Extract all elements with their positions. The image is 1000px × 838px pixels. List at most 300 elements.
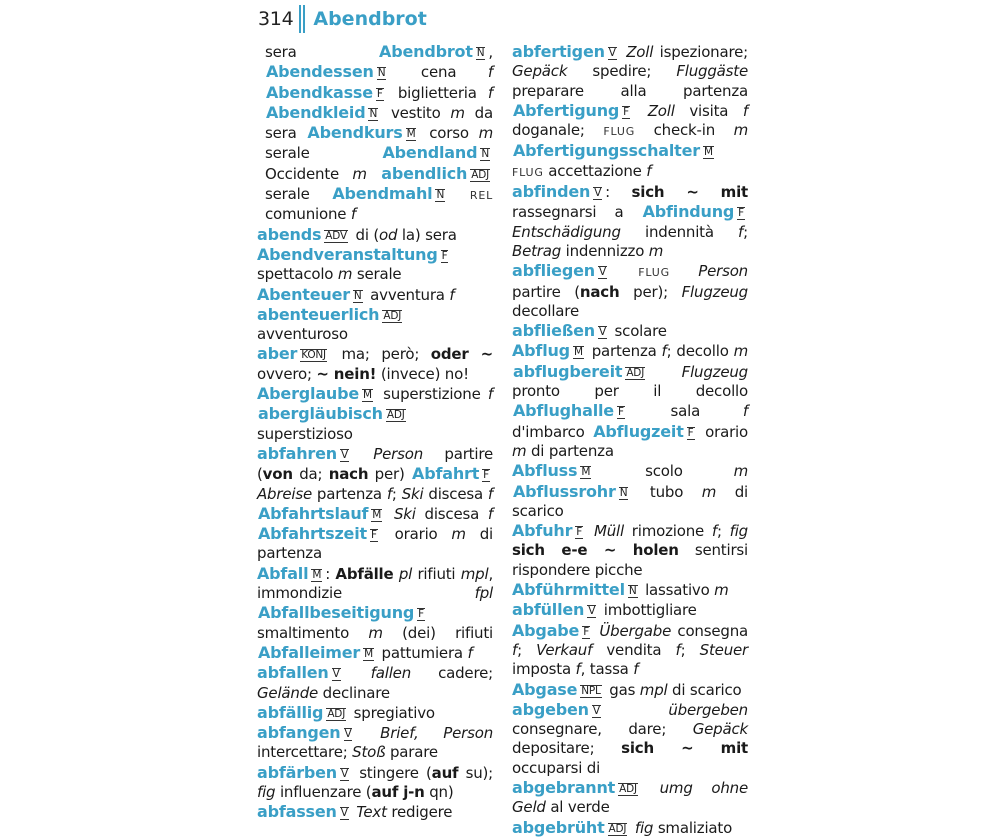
italic-gloss: Verkauf bbox=[536, 640, 593, 659]
dictionary-entry bbox=[512, 700, 748, 778]
italic-gloss: fig bbox=[634, 818, 654, 837]
italic-gloss: mpl bbox=[639, 680, 668, 699]
part-of-speech-label: ADJ bbox=[619, 782, 637, 795]
translation-text bbox=[355, 724, 380, 742]
dictionary-entry bbox=[512, 621, 748, 680]
translation-text: di partenza bbox=[526, 441, 614, 460]
headword: abends bbox=[257, 224, 322, 244]
part-of-speech-label: ADV bbox=[325, 229, 347, 242]
left-column bbox=[257, 42, 493, 823]
italic-gloss: f bbox=[350, 205, 356, 224]
italic-gloss: mpl bbox=[460, 564, 489, 583]
bold-phrase: von bbox=[262, 465, 293, 484]
translation-text: vestito bbox=[381, 103, 451, 122]
bold-phrase: ~ nein! bbox=[316, 364, 377, 383]
sub-headword: Abendkurs bbox=[307, 123, 403, 143]
translation-text: parare bbox=[385, 743, 438, 762]
translation-text: rassegnarsi a bbox=[512, 203, 642, 222]
translation-text: per); bbox=[619, 282, 682, 301]
part-of-speech-label: N bbox=[353, 289, 362, 302]
translation-text: rimozione bbox=[623, 522, 712, 541]
italic-gloss: f bbox=[487, 504, 493, 523]
translation-text: spregiativo bbox=[349, 703, 435, 722]
headword: Abfluss bbox=[512, 461, 578, 481]
dictionary-entry bbox=[257, 42, 493, 225]
translation-text: superstizioso bbox=[257, 424, 353, 443]
translation-text: , tassa bbox=[580, 660, 634, 679]
part-of-speech-label: V bbox=[344, 728, 352, 741]
italic-gloss: Zoll bbox=[647, 101, 675, 120]
translation-text bbox=[670, 262, 698, 280]
headword: abfällig bbox=[257, 702, 324, 722]
translation-text: consegnare, dare; bbox=[512, 720, 693, 739]
translation-text: ; bbox=[716, 522, 730, 541]
italic-gloss: m bbox=[733, 121, 748, 140]
translation-text: ; bbox=[743, 222, 748, 241]
italic-gloss: f bbox=[661, 342, 667, 361]
part-of-speech-label: ADJ bbox=[626, 366, 645, 379]
part-of-speech-label: V bbox=[598, 326, 606, 339]
part-of-speech-label: M bbox=[573, 346, 583, 359]
italic-gloss: übergeben bbox=[668, 700, 748, 719]
part-of-speech-label: N bbox=[619, 486, 628, 499]
part-of-speech-label: M bbox=[364, 647, 373, 660]
translation-text: di partenza bbox=[257, 525, 493, 563]
part-of-speech-label: V bbox=[588, 605, 596, 618]
translation-text: : bbox=[605, 183, 632, 202]
translation-text: orario bbox=[697, 422, 748, 441]
translation-text: scolare bbox=[609, 322, 667, 341]
dictionary-entry bbox=[257, 225, 493, 245]
italic-gloss: f bbox=[386, 484, 392, 503]
sub-headword: Abfalleimer bbox=[258, 642, 361, 662]
translation-text: (invece) no! bbox=[376, 364, 469, 383]
italic-gloss: m bbox=[450, 103, 465, 122]
bold-phrase: sich e-e ~ holen bbox=[512, 541, 679, 560]
part-of-speech-label: M bbox=[406, 128, 416, 141]
sub-headword: Abfahrtslauf bbox=[258, 503, 369, 523]
translation-text: su); bbox=[458, 763, 494, 782]
italic-gloss: Ski bbox=[401, 484, 424, 503]
italic-gloss: m bbox=[701, 482, 717, 501]
italic-gloss: m bbox=[337, 265, 353, 284]
bold-phrase: Abfälle bbox=[335, 564, 394, 583]
italic-gloss: m bbox=[451, 525, 466, 544]
italic-gloss: f bbox=[742, 402, 748, 421]
dictionary-entry bbox=[257, 663, 493, 703]
headword: abfließen bbox=[512, 321, 595, 341]
dictionary-entry bbox=[257, 703, 493, 723]
headword: abfärben bbox=[257, 762, 337, 782]
italic-gloss: Ski bbox=[393, 504, 416, 523]
italic-gloss: m bbox=[512, 441, 527, 460]
dictionary-entry bbox=[512, 42, 748, 182]
dictionary-entry bbox=[257, 723, 493, 763]
page-number: 314 bbox=[258, 8, 294, 30]
dictionary-entry bbox=[512, 321, 748, 341]
headword: abfassen bbox=[257, 802, 337, 822]
translation-text: indennità bbox=[620, 222, 739, 241]
italic-gloss: Brief, Person bbox=[380, 724, 493, 743]
right-column bbox=[512, 42, 748, 838]
translation-text: decollare bbox=[512, 301, 579, 320]
translation-text bbox=[604, 701, 669, 719]
translation-text: superstizione bbox=[375, 385, 488, 404]
domain-label: FLUG bbox=[512, 165, 544, 179]
headword: abfallen bbox=[257, 663, 329, 683]
italic-gloss: f bbox=[512, 640, 518, 659]
dictionary-entry bbox=[257, 305, 493, 345]
translation-text: partenza bbox=[312, 484, 387, 503]
dictionary-entry bbox=[257, 245, 493, 285]
italic-gloss: f bbox=[738, 222, 744, 241]
italic-gloss: Text bbox=[356, 803, 387, 822]
translation-text: spettacolo bbox=[257, 265, 338, 284]
italic-gloss: od bbox=[379, 225, 398, 244]
bold-phrase: nach bbox=[328, 465, 369, 484]
italic-gloss: Gepäck bbox=[692, 720, 748, 739]
translation-text: lassativo bbox=[640, 581, 715, 600]
translation-text: ; bbox=[391, 484, 402, 503]
italic-gloss: f bbox=[487, 385, 493, 404]
sub-headword: Abendmahl bbox=[332, 184, 433, 204]
translation-text: partire ( bbox=[257, 444, 493, 484]
translation-text: indennizzo bbox=[561, 241, 649, 260]
part-of-speech-label: F bbox=[576, 526, 583, 539]
headword: abfahren bbox=[257, 443, 337, 463]
dictionary-entry bbox=[257, 285, 493, 305]
headword: Abenteuer bbox=[257, 284, 350, 304]
translation-text: pronto per il decollo bbox=[512, 382, 748, 401]
translation-text bbox=[448, 185, 470, 203]
translation-text: pattumiera bbox=[376, 643, 468, 662]
translation-text: influenzare ( bbox=[275, 782, 372, 801]
translation-text: ma; però; bbox=[329, 345, 431, 364]
dictionary-entry bbox=[512, 580, 748, 600]
italic-gloss: Müll bbox=[593, 522, 624, 541]
translation-text: ispezionare; bbox=[653, 43, 748, 61]
part-of-speech-label: V bbox=[340, 448, 348, 461]
dictionary-entry bbox=[512, 600, 748, 620]
part-of-speech-label: N bbox=[481, 148, 489, 161]
headword: abfertigen bbox=[512, 42, 605, 61]
translation-text: : bbox=[325, 564, 336, 583]
part-of-speech-label: N bbox=[369, 107, 378, 120]
translation-text: biglietteria bbox=[386, 83, 488, 102]
dictionary-entry bbox=[512, 778, 748, 818]
italic-gloss: Gelände bbox=[257, 683, 319, 702]
translation-text: stingere ( bbox=[351, 763, 432, 782]
domain-label: FLUG bbox=[638, 266, 670, 280]
domain-label: REL bbox=[469, 189, 493, 203]
italic-gloss: m bbox=[733, 342, 748, 361]
dictionary-entry bbox=[257, 763, 493, 803]
translation-text: da; bbox=[292, 465, 329, 484]
domain-label: FLUG bbox=[603, 125, 636, 139]
italic-gloss: m bbox=[648, 241, 664, 260]
italic-gloss: m bbox=[352, 164, 367, 183]
translation-text bbox=[385, 505, 394, 523]
translation-text: avventura bbox=[365, 285, 450, 304]
translation-text: d'imbarco bbox=[512, 422, 593, 441]
italic-gloss: Stoß bbox=[352, 743, 386, 762]
italic-gloss: Gepäck bbox=[512, 62, 568, 81]
translation-text: ovvero; bbox=[257, 364, 317, 383]
translation-text: smaliziato bbox=[653, 818, 733, 837]
headword: Abführmittel bbox=[512, 580, 625, 600]
sub-headword: Abflussrohr bbox=[513, 481, 616, 501]
headword: Abgase bbox=[512, 679, 578, 699]
headword: abfangen bbox=[257, 723, 341, 743]
sub-headword: Abendkleid bbox=[266, 102, 366, 122]
sub-headword: Abfahrtszeit bbox=[258, 524, 367, 544]
italic-gloss: m bbox=[368, 623, 383, 642]
translation-text: imbottigliare bbox=[599, 601, 697, 620]
translation-text: serale bbox=[265, 185, 332, 204]
sub-headword: Abendland bbox=[382, 143, 478, 163]
dictionary-entry bbox=[257, 564, 493, 663]
translation-text: , bbox=[488, 43, 493, 61]
sub-headword: Abfindung bbox=[642, 202, 735, 222]
part-of-speech-label: F bbox=[583, 625, 590, 638]
translation-text: gas bbox=[604, 680, 640, 699]
translation-text: sentirsi rispondere picche bbox=[512, 541, 748, 579]
italic-gloss: Entschädigung bbox=[512, 222, 621, 241]
headword: Abgabe bbox=[512, 620, 580, 640]
italic-gloss: Zoll bbox=[626, 43, 654, 61]
italic-gloss: Fluggäste bbox=[676, 62, 748, 81]
italic-gloss: m bbox=[714, 581, 729, 600]
part-of-speech-label: F bbox=[483, 469, 489, 482]
italic-gloss: f bbox=[449, 285, 455, 304]
translation-text: check-in bbox=[635, 121, 734, 140]
translation-text: vendita bbox=[592, 640, 676, 659]
bold-phrase: auf bbox=[431, 763, 459, 782]
part-of-speech-label: NPL bbox=[581, 684, 601, 697]
sub-headword: Abendessen bbox=[266, 62, 374, 82]
translation-text: avventuroso bbox=[257, 325, 348, 344]
translation-text: partenza bbox=[586, 342, 662, 361]
bold-phrase: oder ~ bbox=[430, 345, 493, 364]
translation-text: discesa bbox=[415, 504, 488, 523]
italic-gloss: fig bbox=[729, 522, 748, 541]
bold-phrase: sich ~ mit bbox=[621, 739, 748, 758]
headword: abgebrüht bbox=[512, 817, 605, 837]
headword: Abfall bbox=[257, 563, 309, 583]
italic-gloss: f bbox=[675, 640, 681, 659]
headword: Abfuhr bbox=[512, 521, 573, 541]
translation-text bbox=[633, 102, 648, 120]
italic-gloss: f bbox=[633, 660, 639, 679]
italic-gloss: Abreise bbox=[257, 484, 312, 503]
translation-text: imposta bbox=[512, 660, 576, 679]
dictionary-entry bbox=[512, 521, 748, 580]
translation-text bbox=[610, 262, 638, 280]
italic-gloss: Flugzeug bbox=[681, 362, 748, 381]
translation-text: di scarico bbox=[667, 680, 742, 699]
part-of-speech-label: F bbox=[376, 87, 383, 100]
translation-text: intercettare; bbox=[257, 743, 353, 762]
sub-headword: abergläubisch bbox=[258, 404, 383, 424]
dictionary-entry bbox=[512, 182, 748, 261]
sub-headword: Abfertigungsschalter bbox=[513, 141, 700, 161]
translation-text: occuparsi di bbox=[512, 758, 601, 777]
translation-text: , immondizie bbox=[257, 564, 494, 603]
part-of-speech-label: V bbox=[594, 187, 602, 200]
italic-gloss: fpl bbox=[474, 584, 493, 603]
translation-text: ; bbox=[517, 640, 537, 659]
dictionary-entry bbox=[512, 461, 748, 521]
bold-phrase: auf j-n bbox=[371, 782, 425, 801]
translation-text: ; decollo bbox=[666, 342, 734, 361]
translation-text bbox=[641, 779, 660, 797]
translation-text bbox=[586, 522, 594, 540]
headword: aber bbox=[257, 344, 298, 364]
headword: abfliegen bbox=[512, 261, 595, 281]
part-of-speech-label: M bbox=[363, 389, 372, 402]
translation-text: preparare alla partenza bbox=[512, 81, 748, 100]
headword: abgebrannt bbox=[512, 777, 616, 797]
translation-text: visita bbox=[674, 101, 743, 120]
italic-gloss: umg ohne Geld bbox=[512, 778, 748, 817]
header-double-rule bbox=[299, 5, 305, 33]
translation-text bbox=[648, 363, 682, 381]
italic-gloss: f bbox=[487, 83, 493, 102]
part-of-speech-label: F bbox=[738, 207, 744, 220]
italic-gloss: Person bbox=[373, 444, 424, 463]
italic-gloss: f bbox=[467, 643, 473, 662]
translation-text: doganale; bbox=[512, 121, 604, 140]
translation-text: serale bbox=[265, 144, 382, 163]
translation-text bbox=[344, 664, 371, 682]
translation-text: tubo bbox=[631, 482, 702, 501]
italic-gloss: f bbox=[487, 484, 493, 503]
running-head: Abendbrot bbox=[313, 8, 427, 30]
italic-gloss: Übergabe bbox=[599, 621, 672, 640]
italic-gloss: f bbox=[646, 161, 652, 180]
dictionary-entry bbox=[512, 261, 748, 321]
part-of-speech-label: ADJ bbox=[383, 309, 402, 322]
part-of-speech-label: F bbox=[418, 608, 424, 621]
translation-text: ; bbox=[680, 640, 700, 659]
italic-gloss: f bbox=[575, 660, 581, 679]
translation-text: corso bbox=[419, 124, 479, 143]
translation-text: al verde bbox=[545, 798, 610, 817]
italic-gloss: m bbox=[733, 462, 748, 481]
part-of-speech-label: M bbox=[372, 508, 382, 521]
italic-gloss: fig bbox=[257, 782, 276, 801]
dictionary-entry bbox=[257, 444, 493, 564]
translation-text: di ( bbox=[350, 225, 380, 244]
translation-text: per) bbox=[368, 465, 412, 484]
part-of-speech-label: ADJ bbox=[327, 707, 346, 720]
translation-text: cadere; bbox=[411, 664, 493, 683]
part-of-speech-label: V bbox=[608, 47, 616, 59]
translation-text: orario bbox=[380, 525, 452, 544]
bold-phrase: nach bbox=[579, 282, 620, 301]
translation-text: redigere bbox=[386, 803, 453, 822]
translation-text: depositare; bbox=[512, 739, 622, 758]
sub-headword: Abflugzeit bbox=[593, 421, 684, 441]
sub-headword: Abfertigung bbox=[513, 100, 620, 120]
translation-text: di scarico bbox=[512, 482, 748, 520]
translation-text: (dei) rifiuti bbox=[382, 623, 494, 642]
sub-headword: Abflughalle bbox=[513, 401, 614, 421]
translation-text: scolo bbox=[594, 462, 734, 481]
bold-phrase: sich ~ mit bbox=[631, 183, 748, 202]
italic-gloss: f bbox=[711, 522, 717, 541]
sub-headword: Abfallbeseitigung bbox=[258, 603, 415, 623]
headword: abfinden bbox=[512, 182, 591, 202]
part-of-speech-label: KONJ bbox=[301, 349, 326, 362]
part-of-speech-label: N bbox=[377, 67, 386, 80]
part-of-speech-label: ADJ bbox=[386, 409, 405, 422]
part-of-speech-label: F bbox=[687, 426, 694, 439]
part-of-speech-label: N bbox=[476, 47, 485, 59]
italic-gloss: pl bbox=[398, 564, 413, 583]
sub-headword: Abendbrot bbox=[379, 42, 473, 61]
translation-text: qn) bbox=[424, 782, 454, 801]
italic-gloss: m bbox=[478, 124, 493, 143]
sub-headword: Abfahrt bbox=[412, 464, 480, 484]
italic-gloss: f bbox=[742, 101, 748, 120]
dictionary-entry bbox=[512, 680, 748, 700]
translation-text: serale bbox=[352, 265, 402, 284]
translation-text: spedire; bbox=[567, 62, 677, 81]
translation-text: la) sera bbox=[397, 225, 457, 244]
sub-headword: abflugbereit bbox=[513, 361, 623, 381]
part-of-speech-label: N bbox=[436, 189, 445, 202]
translation-text: partire ( bbox=[512, 282, 580, 301]
translation-text: rifiuti bbox=[412, 564, 461, 583]
headword: Aberglaube bbox=[257, 384, 360, 404]
headword: abenteuerlich bbox=[257, 304, 380, 324]
part-of-speech-label: F bbox=[623, 105, 630, 118]
translation-text: consegna bbox=[671, 621, 748, 640]
dictionary-entry bbox=[257, 344, 493, 384]
translation-text bbox=[367, 165, 380, 183]
part-of-speech-label: V bbox=[592, 704, 600, 717]
part-of-speech-label: V bbox=[340, 807, 348, 820]
headword: Abflug bbox=[512, 341, 570, 361]
part-of-speech-label: F bbox=[370, 529, 377, 542]
dictionary-entry bbox=[512, 341, 748, 461]
translation-text: accettazione bbox=[543, 161, 647, 180]
italic-gloss: Steuer bbox=[699, 640, 749, 659]
italic-gloss: Flugzeug bbox=[681, 282, 748, 301]
part-of-speech-label: M bbox=[703, 146, 713, 159]
headword: Abendveranstaltung bbox=[257, 244, 438, 264]
italic-gloss: f bbox=[487, 63, 493, 82]
dictionary-entry bbox=[512, 818, 748, 838]
part-of-speech-label: V bbox=[332, 668, 340, 681]
part-of-speech-label: F bbox=[617, 406, 624, 419]
italic-gloss: fallen bbox=[370, 664, 412, 683]
translation-text: comunione bbox=[265, 205, 351, 224]
part-of-speech-label: V bbox=[341, 767, 348, 780]
sub-headword: Abendkasse bbox=[266, 82, 373, 102]
part-of-speech-label: M bbox=[312, 568, 322, 581]
headword: abgeben bbox=[512, 699, 589, 719]
headword: abfüllen bbox=[512, 600, 585, 620]
italic-gloss: Person bbox=[698, 262, 748, 281]
translation-text: sera bbox=[265, 43, 379, 61]
part-of-speech-label: M bbox=[581, 466, 591, 479]
page-header bbox=[258, 4, 427, 34]
translation-text: da sera bbox=[265, 103, 493, 143]
dictionary-entry bbox=[257, 802, 493, 822]
translation-text: Occidente bbox=[265, 164, 353, 183]
